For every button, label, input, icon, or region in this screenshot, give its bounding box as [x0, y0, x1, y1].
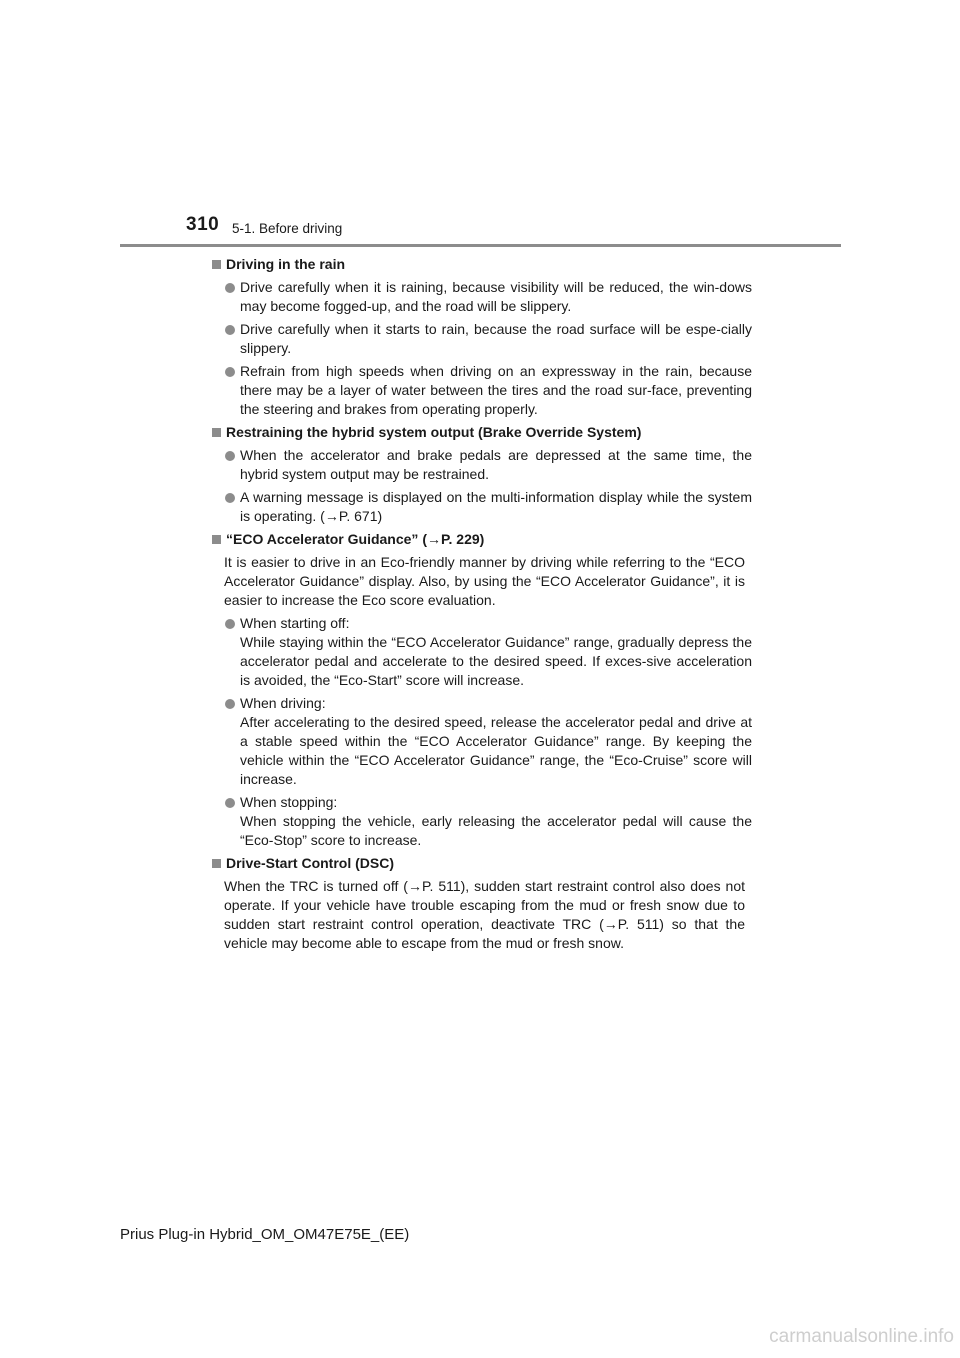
- round-bullet-icon: [225, 283, 235, 293]
- list-item: [210, 278, 752, 316]
- section: [210, 530, 752, 850]
- list-item-line: While staying within the “ECO Accelerator Guidance” range, gradually depress the accelerator pedal and accelerate to the desired speed. If exces-sive acceleration is avoided, the “Eco-Start” score will increase.: [240, 634, 752, 688]
- section-paragraph: When the TRC is turned off (→P. 511), sudden start restraint control also does not operate. If your vehicle have trouble escaping from the mud or fresh snow due to sudden start restraint control operation, deactivate TRC (→P. 511) so that the vehicle may become able to escape from the mud or fresh snow.: [224, 878, 745, 951]
- header-divider: [120, 244, 841, 247]
- square-bullet-icon: [212, 535, 221, 544]
- round-bullet-icon: [225, 493, 235, 503]
- round-bullet-icon: [225, 325, 235, 335]
- list-item-line: When the accelerator and brake pedals are depressed at the same time, the hybrid system output may be restrained.: [240, 447, 752, 482]
- list-item-line: Drive carefully when it starts to rain, because the road surface will be espe-cially slippery.: [240, 321, 752, 356]
- list-item: [210, 614, 752, 690]
- section: [210, 423, 752, 526]
- round-bullet-icon: [225, 699, 235, 709]
- round-bullet-icon: [225, 619, 235, 629]
- section-heading-text: Drive-Start Control (DSC): [226, 855, 395, 871]
- section-paragraph: It is easier to drive in an Eco-friendly manner by driving while referring to the “ECO Accelerator Guidance” display. Also, by using the “ECO Accelerator Guidance”, it is easier to increase the Eco score evaluation.: [224, 554, 745, 608]
- list-item-text: [240, 614, 752, 690]
- list-item: [210, 488, 752, 526]
- list-item: [210, 793, 752, 850]
- list-item-line: Refrain from high speeds when driving on an expressway in the rain, because there may be a layer of water between the tires and the road sur-face, preventing the steering and brakes from operating properly.: [240, 363, 752, 417]
- watermark: carmanualsonline.info: [584, 1322, 954, 1352]
- list-item-line: When starting off:: [240, 615, 350, 631]
- page-content: [210, 255, 752, 957]
- list-item: [210, 694, 752, 789]
- list-item: [210, 320, 752, 358]
- list-item-text: [240, 446, 752, 484]
- section-heading-text: “ECO Accelerator Guidance” (→P. 229): [226, 531, 485, 547]
- list-item-text: [240, 320, 752, 358]
- round-bullet-icon: [225, 451, 235, 461]
- round-bullet-icon: [225, 798, 235, 808]
- list-item-text: [240, 488, 752, 526]
- list-item-text: [240, 694, 752, 789]
- square-bullet-icon: [212, 859, 221, 868]
- list-item-text: [240, 793, 752, 850]
- section: [210, 255, 752, 419]
- list-item-line: When stopping:: [240, 794, 338, 810]
- list-item-line: After accelerating to the desired speed, release the accelerator pedal and drive at a stable speed within the “ECO Accelerator Guidance” range. By keeping the vehicle within the “ECO Accelerator Guidance” range, the “Eco-Cruise” score will increase.: [240, 714, 752, 787]
- page-header: [0, 0, 960, 250]
- section: [210, 854, 752, 953]
- list-item-line: When stopping the vehicle, early releasing the accelerator pedal will cause the “Eco-Stop” score to increase.: [240, 813, 752, 848]
- list-item-line: Drive carefully when it is raining, because visibility will be reduced, the win-dows may become fogged-up, and the road will be slippery.: [240, 279, 752, 314]
- round-bullet-icon: [225, 367, 235, 377]
- list-item-line: When driving:: [240, 695, 326, 711]
- page-footer: Prius Plug-in Hybrid_OM_OM47E75E_(EE): [120, 1226, 410, 1243]
- section-heading-text: Restraining the hybrid system output (Brake Override System): [226, 424, 642, 440]
- section-heading-text: Driving in the rain: [226, 256, 346, 272]
- section-heading: [210, 423, 752, 442]
- section-title: 5-1. Before driving: [232, 221, 343, 236]
- list-item-line: A warning message is displayed on the multi-information display while the system is operating. (→P. 671): [240, 489, 752, 524]
- list-item: [210, 362, 752, 419]
- list-item: [210, 446, 752, 484]
- list-item-text: [240, 278, 752, 316]
- section-heading: [210, 854, 752, 873]
- list-item-text: [240, 362, 752, 419]
- square-bullet-icon: [212, 260, 221, 269]
- section-heading: [210, 530, 752, 549]
- page-number: 310: [186, 214, 220, 235]
- square-bullet-icon: [212, 428, 221, 437]
- section-heading: [210, 255, 752, 274]
